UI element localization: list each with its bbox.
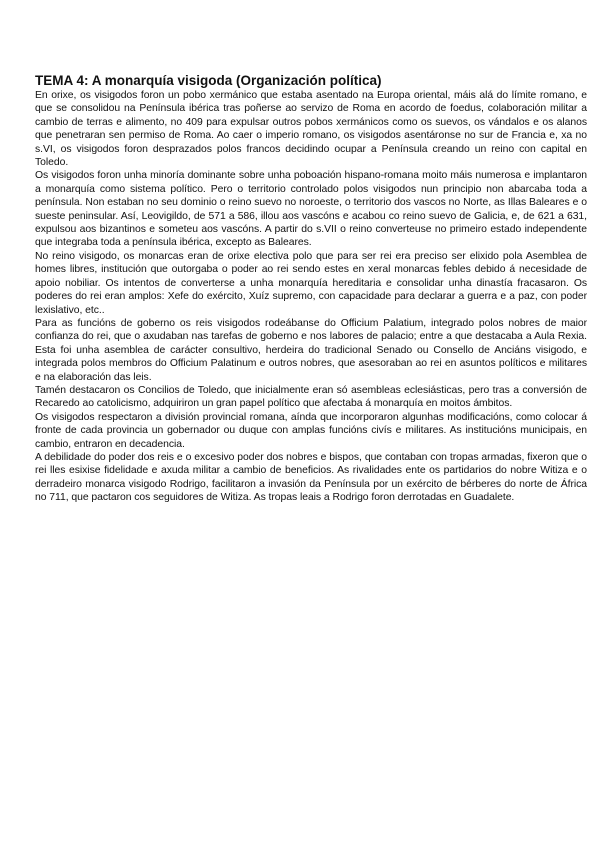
document-page — [35, 72, 587, 505]
paragraph-provinces: Os visigodos respectaron a división provincial romana, aínda que incorporaron algunhas modificacións, como colocar á fronte de cada provincia un gobernador ou duque con amplas funcións civís e militares. As institucións municipais, en cambio, entraron en decadencia. — [35, 411, 587, 450]
page-title: TEMA 4: A monarquía visigoda (Organización política) — [35, 73, 382, 88]
paragraph-monarchy: No reino visigodo, os monarcas eran de orixe electiva polo que para ser rei era preciso ser elixido pola Asemblea de homes libres, institución que outorgaba o poder ao rei sendo estes en xeral monarcas febles debido á necesidade de apoio nobiliar. Os intentos de converterse a unha monarquía hereditaria e consolidar unha dinastía fracasaron. Os poderes do rei eran amplos: Xefe do exército, Xuíz supremo, con capacidade para declarar a guerra e a paz, con poder lexislativo, etc.. — [35, 250, 587, 316]
paragraph-decline: A debilidade do poder dos reis e o excesivo poder dos nobres e bispos, que contaban con tropas armadas, fixeron que o rei lles esixise fidelidade e axuda militar a cambio de beneficios. As rivalidades ente os partidarios do nobre Witiza e o derradeiro monarca visigodo Rodrigo, facilitaron a invasión da Península por un exército de bérberes do norte de África no 711, que pactaron cos seguidores de Witiza. As tropas leais a Rodrigo foron derrotadas en Guadalete. — [35, 451, 587, 504]
paragraph-territory: Os visigodos foron unha minoría dominante sobre unha poboación hispano-romana moito máis numerosa e implantaron a monarquía como sistema político. Pero o territorio controlado polos visigodos nun principio non abarcaba toda a península. Non estaban no seu dominio o reino suevo no noroeste, o territorio dos vascos no Norte, as Illas Baleares e o sueste peninsular. Así, Leovigildo, de 571 a 586, illou aos vascóns e acabou co reino suevo de Galicia, e, de 621 a 631, expulsou aos bizantinos e someteu aos vascóns. A partir do s.VII o reino converteuse no primeiro estado independente que integraba toda a península ibérica, excepto as Baleares. — [35, 170, 587, 249]
paragraph-councils-toledo: Tamén destacaron os Concilios de Toledo, que inicialmente eran só asembleas eclesiásticas, pero tras a conversión de Recaredo ao catolicismo, adquiriron un gran papel político que afectaba á monarquía en moitos ámbitos. — [35, 384, 587, 410]
paragraph-origins: En orixe, os visigodos foron un pobo xermánico que estaba asentado na Europa oriental, máis alá do límite romano, e que se consolidou na Península ibérica tras poñerse ao servizo de Roma en acordo de foedus, colaboración militar a cambio de terras e alimento, no 409 para expulsar outros pobos xermánicos como os suevos, os vándalos e os alanos que penetraran sen permiso de Roma. Ao caer o imperio romano, os visigodos asentáronse no sur de Francia e, xa no s.VI, os visigodos foron desprazados polos francos decidindo ocupar a Península creando un reino con capital en Toledo. — [35, 90, 587, 169]
paragraph-officium-palatium: Para as funcións de goberno os reis visigodos rodeábanse do Officium Palatium, integrado polos nobres de maior confianza do rei, que o axudaban nas tarefas de goberno e nos labores de palacio; entre a que destacaba a Aula Rexia. Esta foi unha asemblea de carácter consultivo, herdeira do tradicional Senado ou Consello de Anciáns visigodo, e integrada polos membros do Officium Palatinum e outros nobres, que asesoraban ao rei en asuntos políticos e militares e na elaboración das leis. — [35, 317, 587, 383]
